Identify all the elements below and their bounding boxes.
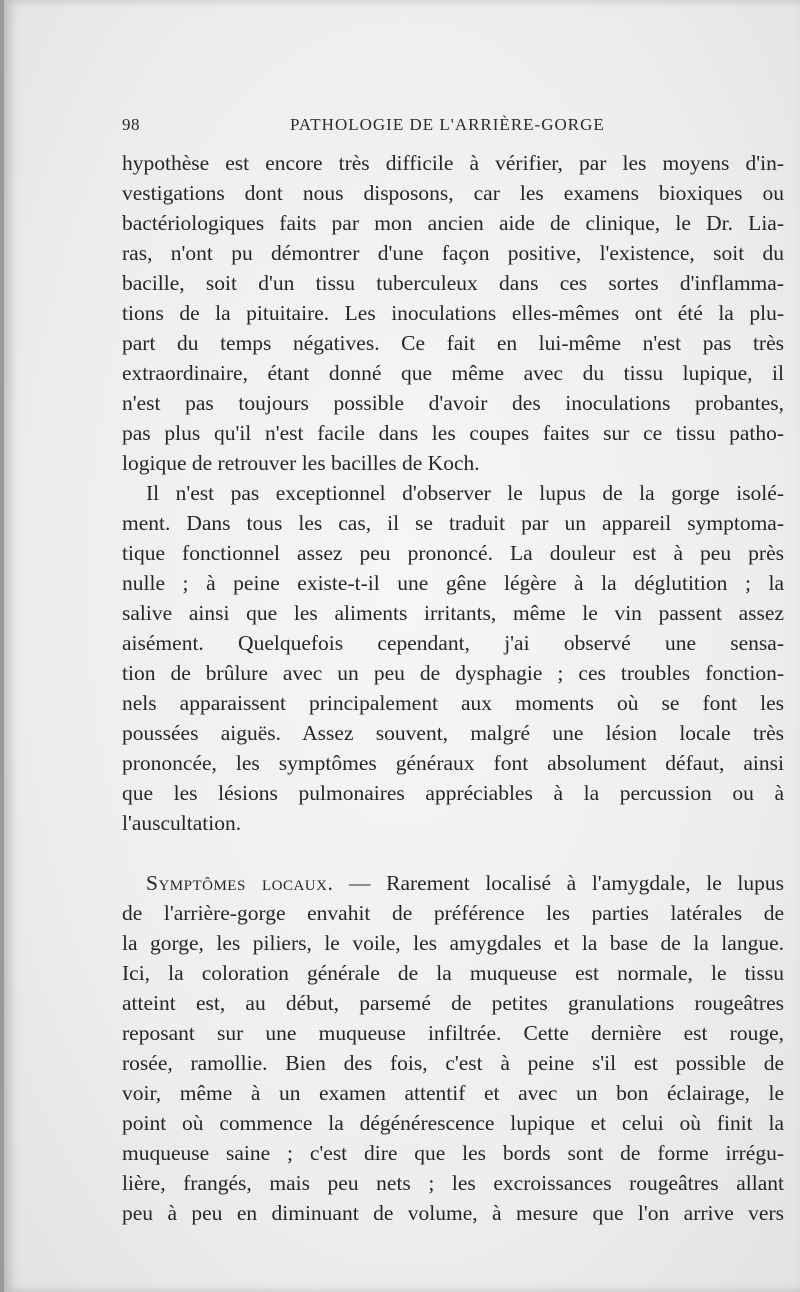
text-line: nulle ; à peine existe-t-il une gêne légère à la déglutition ; la	[122, 571, 784, 595]
paragraph-3	[122, 868, 784, 1228]
text-line: poussées aiguës. Assez souvent, malgré une lésion locale très	[122, 721, 784, 745]
text-line: bacille, soit d'un tissu tuberculeux dans ces sortes d'inflamma-	[122, 271, 784, 295]
text-line: prononcée, les symptômes généraux font absolument défaut, ainsi	[122, 751, 784, 775]
heading-line-rest: — Rarement localisé à l'amygdale, le lupus	[333, 871, 784, 895]
paragraph-2	[122, 478, 784, 838]
text-line: nels apparaissent principalement aux moments où se font les	[122, 691, 784, 715]
page-header	[122, 115, 782, 145]
book-page	[4, 0, 800, 1292]
paragraph-1	[122, 148, 784, 478]
text-line: ment. Dans tous les cas, il se traduit par un appareil symptoma-	[122, 511, 784, 535]
text-line: reposant sur une muqueuse infiltrée. Cette dernière est rouge,	[122, 1021, 784, 1045]
text-line: hypothèse est encore très difficile à vérifier, par les moyens d'in-	[122, 151, 784, 175]
text-line: que les lésions pulmonaires appréciables à la percussion ou à	[122, 781, 784, 805]
text-line: lière, frangés, mais peu nets ; les excroissances rougeâtres allant	[122, 1171, 784, 1195]
text-line: voir, même à un examen attentif et avec un bon éclairage, le	[122, 1081, 784, 1105]
text-line: tion de brûlure avec un peu de dysphagie ; ces troubles fonction-	[122, 661, 784, 685]
running-title: PATHOLOGIE DE L'ARRIÈRE-GORGE	[290, 115, 605, 134]
text-line: point où commence la dégénérescence lupique et celui où finit la	[122, 1111, 784, 1135]
text-line: rosée, ramollie. Bien des fois, c'est à peine s'il est possible de	[122, 1051, 784, 1075]
text-line: l'auscultation.	[122, 811, 242, 835]
text-line: tique fonctionnel assez peu prononcé. La douleur est à peu près	[122, 541, 784, 565]
text-line: vestigations dont nous disposons, car les examens bioxiques ou	[122, 181, 784, 205]
text-line: salive ainsi que les aliments irritants, même le vin passent assez	[122, 601, 784, 625]
text-line: de l'arrière-gorge envahit de préférence les parties latérales de	[122, 901, 784, 925]
text-line: logique de retrouver les bacilles de Koch.	[122, 451, 480, 475]
text-line: aisément. Quelquefois cependant, j'ai observé une sensa-	[122, 631, 784, 655]
text-line: muqueuse saine ; c'est dire que les bords sont de forme irrégu-	[122, 1141, 784, 1165]
section-heading: Symptômes locaux.	[146, 871, 334, 895]
text-line	[122, 868, 784, 898]
text-line: pas plus qu'il n'est facile dans les coupes faites sur ce tissu patho-	[122, 421, 784, 445]
text-line: la gorge, les piliers, le voile, les amygdales et la base de la langue.	[122, 931, 784, 955]
text-line: tions de la pituitaire. Les inoculations elles-mêmes ont été la plu-	[122, 301, 784, 325]
text-line: part du temps négatives. Ce fait en lui-même n'est pas très	[122, 331, 784, 355]
text-line: peu à peu en diminuant de volume, à mesure que l'on arrive vers	[122, 1201, 784, 1225]
text-line: n'est pas toujours possible d'avoir des inoculations probantes,	[122, 391, 784, 415]
text-line: extraordinaire, étant donné que même avec du tissu lupique, il	[122, 361, 784, 385]
text-line: Ici, la coloration générale de la muqueuse est normale, le tissu	[122, 961, 784, 985]
page-number: 98	[122, 115, 140, 134]
text-line: Il n'est pas exceptionnel d'observer le lupus de la gorge isolé-	[146, 481, 784, 505]
text-line: bactériologiques faits par mon ancien aide de clinique, le Dr. Lia-	[122, 211, 784, 235]
text-line: atteint est, au début, parsemé de petites granulations rougeâtres	[122, 991, 784, 1015]
text-line: ras, n'ont pu démontrer d'une façon positive, l'existence, soit du	[122, 241, 784, 265]
